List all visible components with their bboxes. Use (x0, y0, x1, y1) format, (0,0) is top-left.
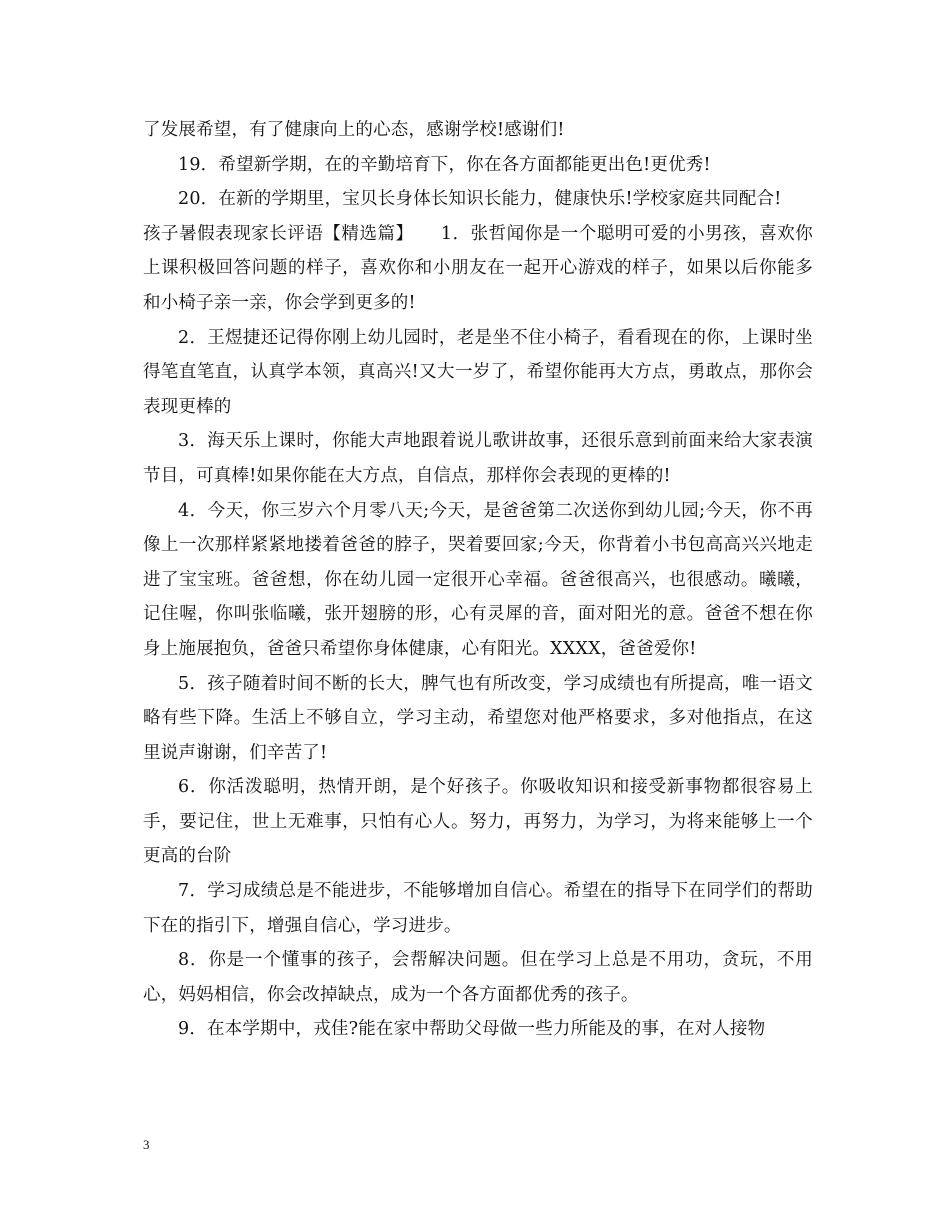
paragraph-item-9: 9．在本学期中，戎佳?能在家中帮助父母做一些力所能及的事，在对人接物 (178, 1019, 766, 1040)
paragraph-item-3: 3．海天乐上课时，你能大声地跟着说儿歌讲故事，还很乐意到前面来给大家表演节目，可真棒!如果你能在大方点，自信点，那样你会表现的更棒的! (143, 431, 813, 486)
paragraph-item-8: 8．你是一个懂事的孩子，会帮解决问题。但在学习上总是不用功，贪玩，不用心，妈妈相信，你会改掉缺点，成为一个各方面都优秀的孩子。 (143, 950, 813, 1005)
page-number: 3 (143, 1137, 150, 1152)
paragraph-item-2: 2．王煜捷还记得你刚上幼儿园时，老是坐不住小椅子，看看现在的你，上课时坐得笔直笔直，认真学本领，真高兴!又大一岁了，希望你能再大方点，勇敢点，那你会表现更棒的 (143, 327, 813, 417)
paragraph-continuation: 了发展希望，有了健康向上的心态，感谢学校!感谢们! (143, 120, 565, 140)
paragraph-item-19: 19．希望新学期，在的辛勤培育下，你在各方面都能更出色!更优秀! (178, 154, 711, 175)
paragraph-section-heading-item-1: 孩子暑假表现家长评语【精选篇】 1．张哲闻你是一个聪明可爱的小男孩，喜欢你上课积极回答问题的样子，喜欢你和小朋友在一起开心游戏的样子，如果以后你能多和小椅子亲一亲，你会学到更多的! (143, 223, 813, 313)
paragraph-item-7: 7．学习成绩总是不能进步，不能够增加自信心。希望在的指导下在同学们的帮助下在的指引下，增强自信心，学习进步。 (143, 881, 813, 936)
paragraph-item-5: 5．孩子随着时间不断的长大，脾气也有所改变，学习成绩也有所提高，唯一语文略有些下降。生活上不够自立，学习主动，希望您对他严格要求，多对他指点，在这里说声谢谢，们辛苦了! (143, 673, 813, 763)
paragraph-item-20: 20．在新的学期里，宝贝长身体长知识长能力，健康快乐!学校家庭共同配合! (178, 189, 782, 210)
paragraph-item-4: 4．今天，你三岁六个月零八天;今天，是爸爸第二次送你到幼儿园;今天，你不再像上一次那样紧紧地搂着爸爸的脖子，哭着要回家;今天，你背着小书包高高兴兴地走进了宝宝班。爸爸想，你在幼儿园一定很开心幸福。爸爸很高兴，也很感动。曦曦，记住喔，你叫张临曦，张开翅膀的形，心有灵犀的音，面对阳光的意。爸爸不想在你身上施展抱负，爸爸只希望你身体健康，心有阳光。XXXX，爸爸爱你! (143, 500, 813, 659)
document-body (143, 113, 813, 1047)
paragraph-item-6: 6．你活泼聪明，热情开朗，是个好孩子。你吸收知识和接受新事物都很容易上手，要记住，世上无难事，只怕有心人。努力，再努力，为学习，为将来能够上一个更高的台阶 (143, 777, 813, 867)
